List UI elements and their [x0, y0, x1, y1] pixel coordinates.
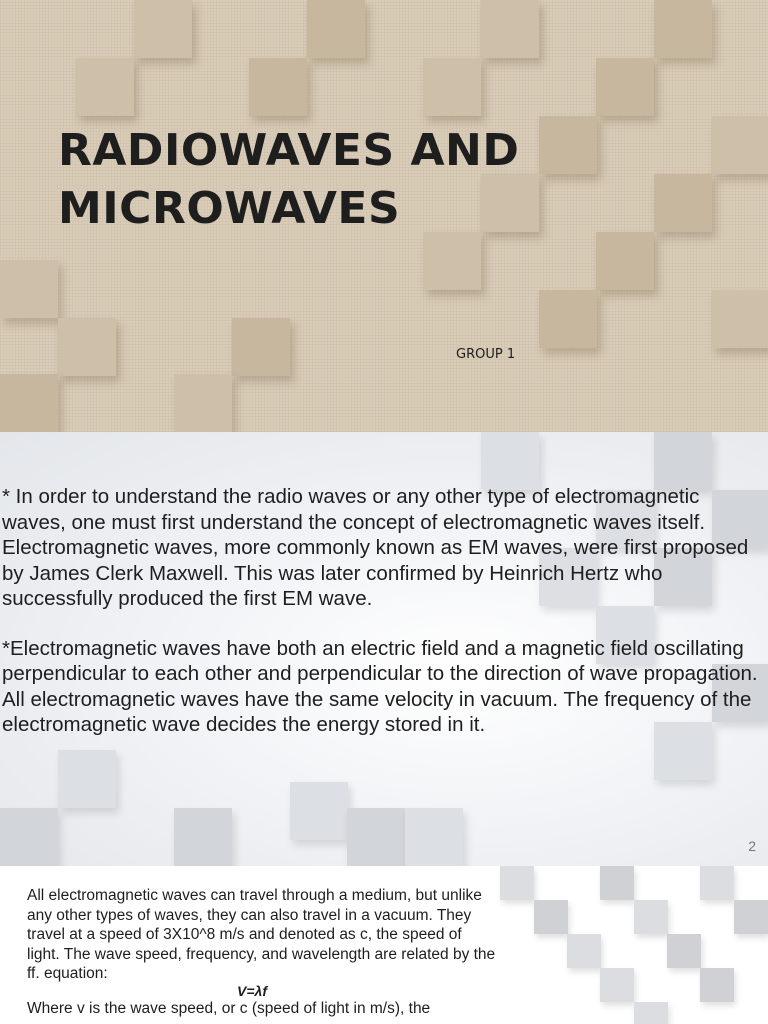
paragraph-em-waves-intro: * In order to understand the radio waves or any other type of electromagnetic waves, one must first understand the concept of electromagnetic waves itself. Electromagnetic waves, more commonly known as EM waves, were first proposed by James Clerk Maxwell. This was later confirmed by Heinrich Hertz who successfully produced the first EM wave.	[2, 485, 749, 610]
decor-tile	[0, 374, 58, 432]
decor-tile	[734, 900, 768, 934]
decor-tile	[712, 116, 768, 174]
title-line-1: RADIOWAVES AND	[58, 125, 520, 176]
decor-tile	[600, 866, 634, 900]
title-line-2: MICROWAVES	[58, 183, 401, 234]
slide-body	[2, 484, 764, 762]
paragraph-em-waves-properties: *Electromagnetic waves have both an electric field and a magnetic field oscillating perpendicular to each other and perpendicular to the direction of wave propagation. All electromagnetic waves have the same velocity in vacuum. The frequency of the electromagnetic wave decides the energy stored in it.	[2, 636, 758, 736]
decor-tile	[174, 374, 232, 432]
decor-tile	[76, 58, 134, 116]
decor-tile	[567, 934, 601, 968]
decor-tile	[634, 900, 668, 934]
decor-tile	[654, 432, 712, 490]
content-slide-2	[0, 432, 768, 866]
decor-tile	[500, 866, 534, 900]
decor-tile	[534, 900, 568, 934]
decor-tile	[596, 232, 654, 290]
decor-tile	[307, 0, 365, 58]
decor-tile	[700, 866, 734, 900]
decor-tile	[58, 318, 116, 376]
decor-tile	[700, 968, 734, 1002]
wave-equation: V=λf	[237, 982, 267, 999]
content-slide-3	[0, 866, 768, 1024]
slide-body	[27, 886, 497, 1018]
paragraph-equation-definition: Where v is the wave speed, or c (speed of light in m/s), the	[27, 999, 431, 1017]
decor-tile	[712, 290, 768, 348]
decor-tile	[423, 58, 481, 116]
paragraph-em-speed: All electromagnetic waves can travel through a medium, but unlike any other types of waves, they can also travel in a vacuum. They travel at a speed of 3X10^8 m/s and denoted as c, the speed of light. The wave speed, frequency, and wavelength are related by the ff. equation:	[27, 887, 496, 982]
decor-tile	[600, 968, 634, 1002]
decor-tile	[654, 0, 712, 58]
decor-tile	[539, 290, 597, 348]
decor-tile	[0, 808, 58, 866]
decor-tile	[423, 232, 481, 290]
decor-tile	[290, 782, 348, 840]
decor-tile	[634, 1002, 668, 1024]
decor-tile	[596, 58, 654, 116]
decor-tile	[405, 808, 463, 866]
decor-tile	[667, 934, 701, 968]
decor-tile	[134, 0, 192, 58]
decor-tile	[347, 808, 405, 866]
title-slide	[0, 0, 768, 432]
decor-tile	[481, 432, 539, 490]
slide-title	[58, 122, 618, 238]
decor-tile	[249, 58, 307, 116]
decor-tile	[654, 174, 712, 232]
decor-tile	[0, 260, 58, 318]
page-number: 2	[748, 838, 756, 854]
decor-tile	[174, 808, 232, 866]
decor-tile	[232, 318, 290, 376]
slide-subtitle: GROUP 1	[456, 347, 516, 362]
decor-tile	[481, 0, 539, 58]
